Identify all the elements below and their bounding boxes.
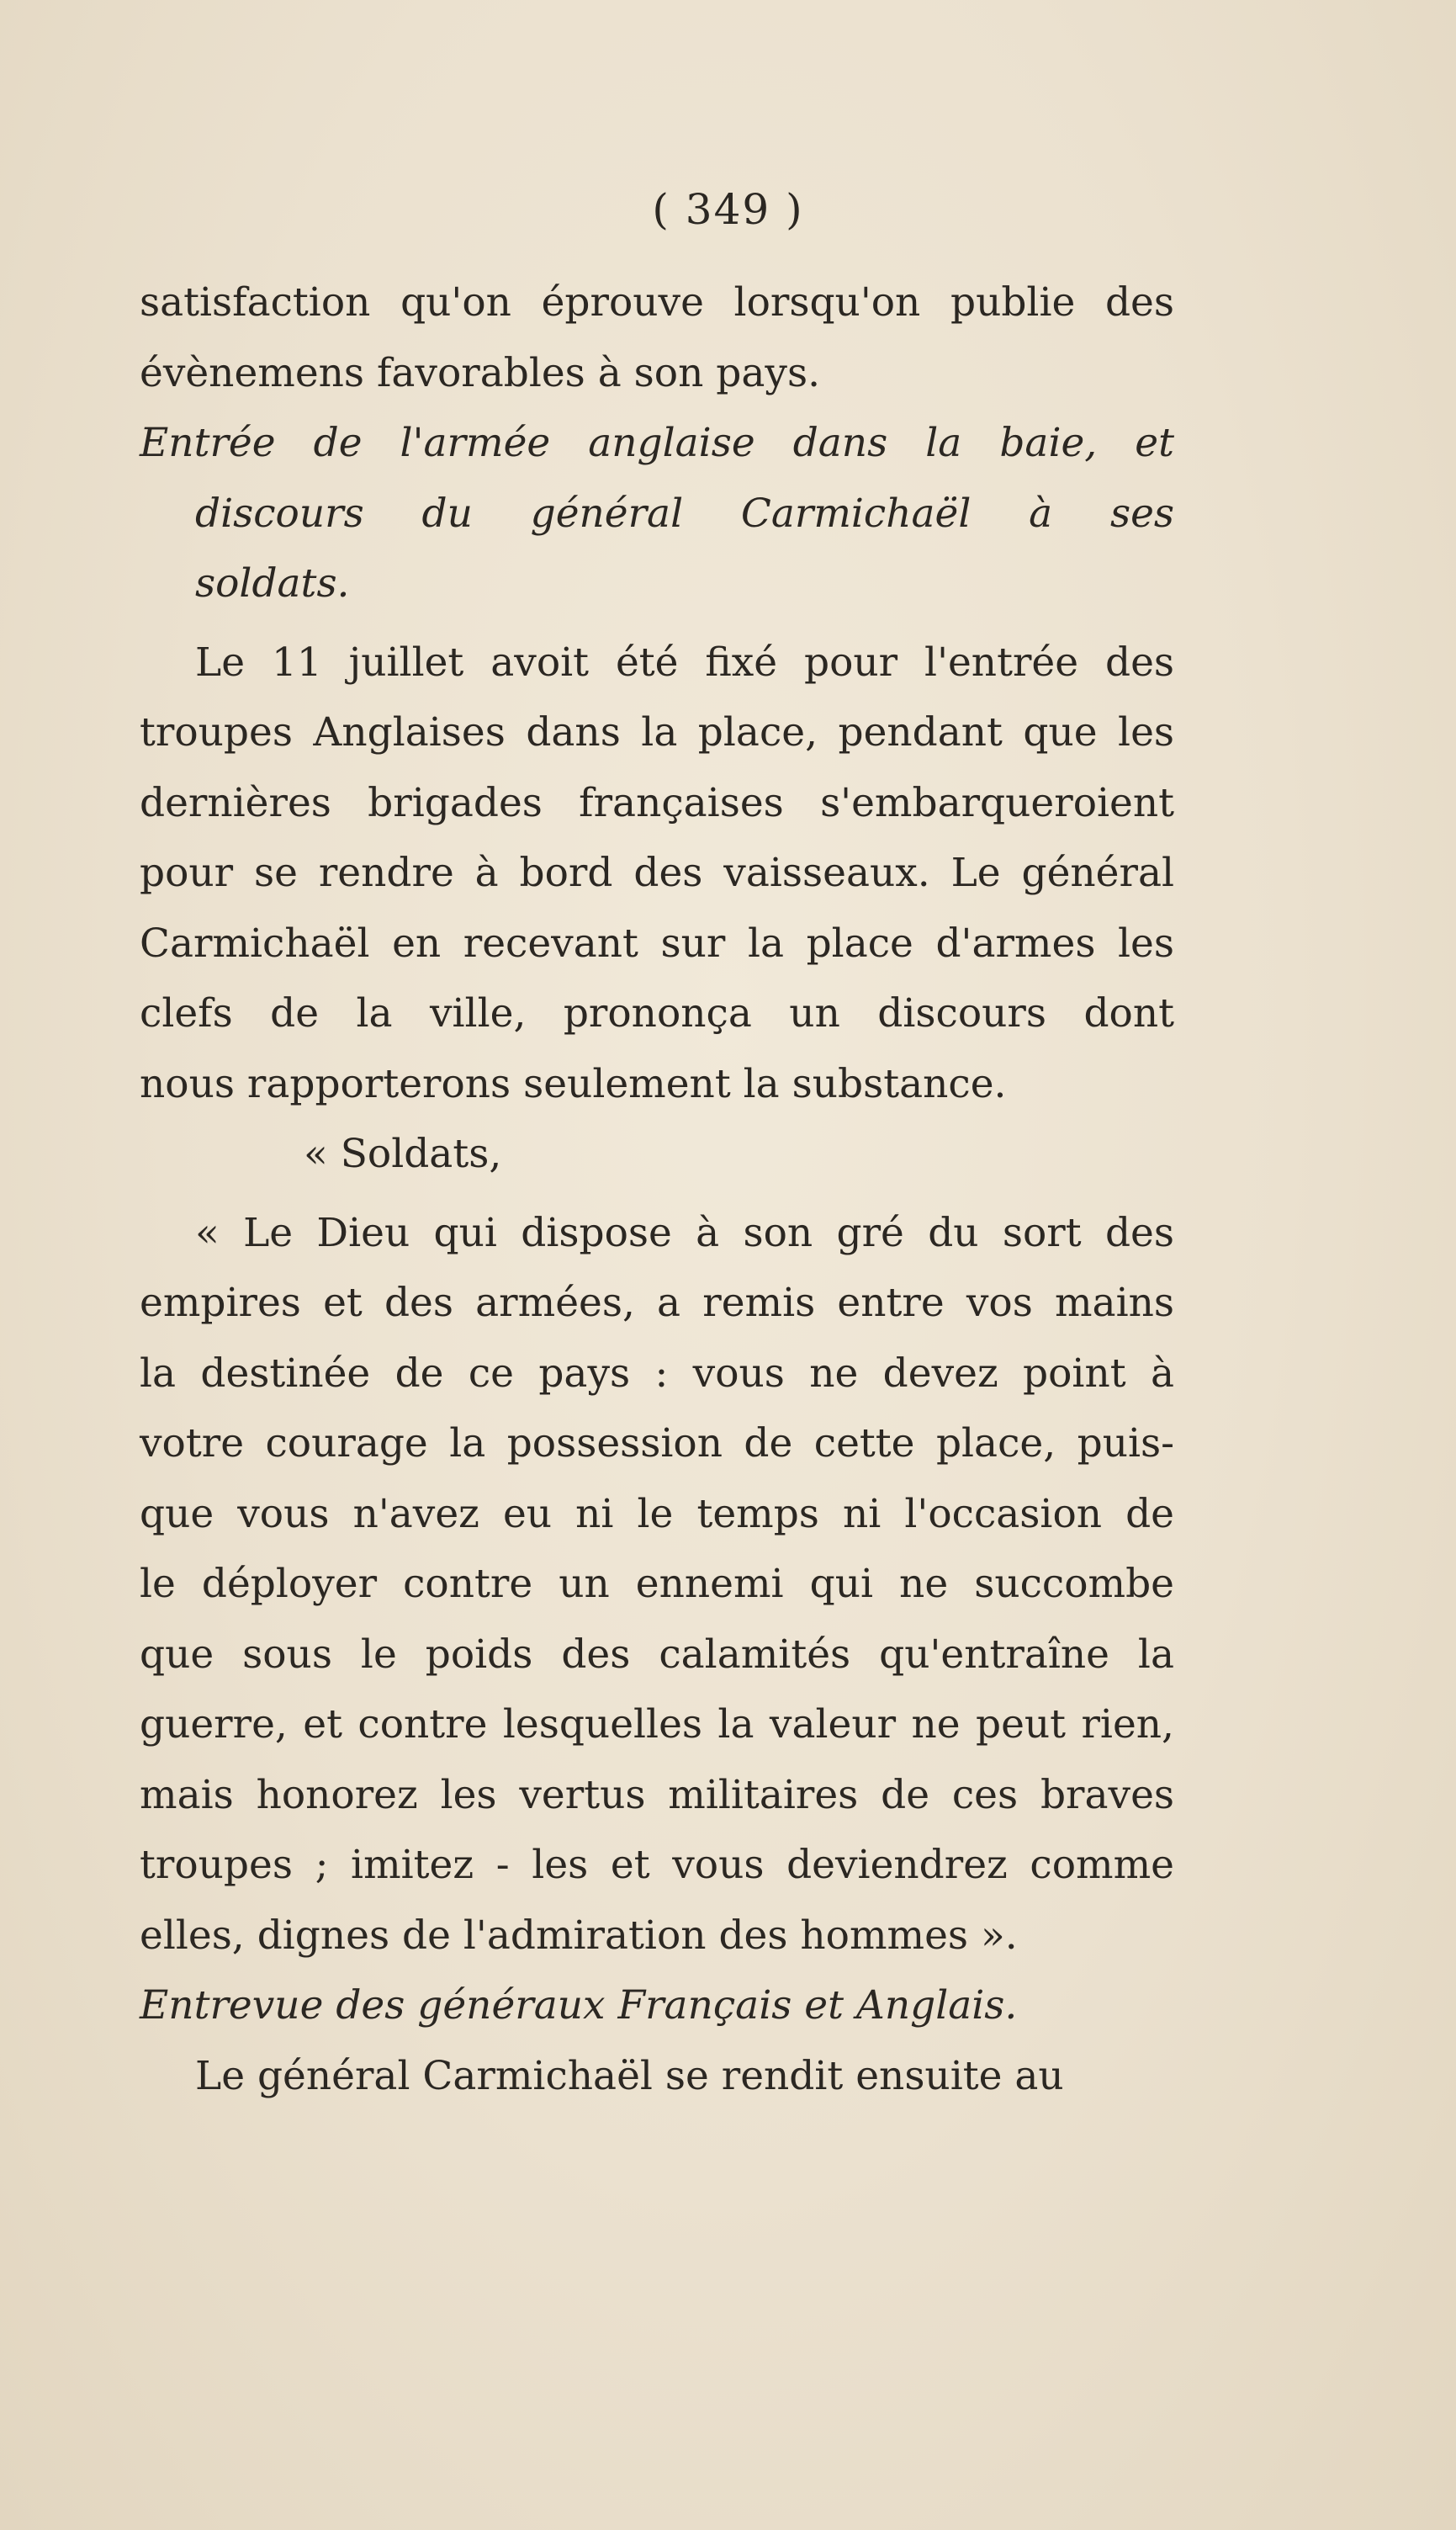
- text-line: guerre, et contre lesquelles la valeur ne peut rien,: [140, 1701, 1174, 1748]
- text-line: dernières brigades françaises s'embarqueroient: [140, 779, 1174, 826]
- paragraph-continuation: [140, 268, 1174, 408]
- paragraph: [140, 628, 1174, 1120]
- salutation-line: « Soldats,: [304, 1131, 502, 1177]
- heading-line: Entrevue des généraux Français et Anglais.: [140, 1982, 1018, 2029]
- speech-paragraph: [140, 1198, 1174, 1971]
- page-body: [140, 268, 1174, 2111]
- text-line: empires et des armées, a remis entre vos mains: [140, 1280, 1174, 1326]
- text-line: pour se rendre à bord des vaisseaux. Le général: [140, 850, 1174, 896]
- text-line: évènemens favorables à son pays.: [140, 349, 821, 396]
- text-line: satisfaction qu'on éprouve lorsqu'on publie des: [140, 279, 1174, 326]
- text-line: « Le Dieu qui dispose à son gré du sort des: [195, 1209, 1174, 1256]
- text-line: Le 11 juillet avoit été fixé pour l'entrée des: [195, 639, 1174, 686]
- text-line: que vous n'avez eu ni le temps ni l'occasion de: [140, 1490, 1174, 1537]
- heading-line: Entrée de l'armée anglaise dans la baie, et: [140, 420, 1174, 466]
- text-line: la destinée de ce pays : vous ne devez point à: [140, 1350, 1174, 1397]
- text-line: clefs de la ville, prononça un discours dont: [140, 990, 1174, 1037]
- text-line: votre courage la possession de cette place, puis-: [140, 1420, 1174, 1467]
- text-line: nous rapporterons seulement la substance.: [140, 1060, 1007, 1107]
- text-line: Le général Carmichaël se rendit ensuite au: [195, 2052, 1064, 2099]
- text-line: troupes ; imitez - les et vous deviendrez comme: [140, 1842, 1174, 1888]
- text-line: troupes Anglaises dans la place, pendant que les: [140, 709, 1174, 756]
- salutation: [140, 1119, 1174, 1190]
- text-line: mais honorez les vertus militaires de ces braves: [140, 1771, 1174, 1818]
- paragraph: [140, 2041, 1174, 2112]
- text-line: le déployer contre un ennemi qui ne succombe: [140, 1561, 1174, 1607]
- heading-line: discours du général Carmichaël à ses: [195, 490, 1174, 537]
- section-heading: [140, 408, 1174, 619]
- text-line: elles, dignes de l'admiration des hommes ».: [140, 1912, 1018, 1959]
- page-number: ( 349 ): [652, 185, 804, 234]
- text-line: que sous le poids des calamités qu'entraîne la: [140, 1631, 1174, 1678]
- heading-line: soldats.: [195, 560, 350, 607]
- text-line: Carmichaël en recevant sur la place d'armes les: [140, 920, 1174, 967]
- section-heading: [140, 1970, 1174, 2041]
